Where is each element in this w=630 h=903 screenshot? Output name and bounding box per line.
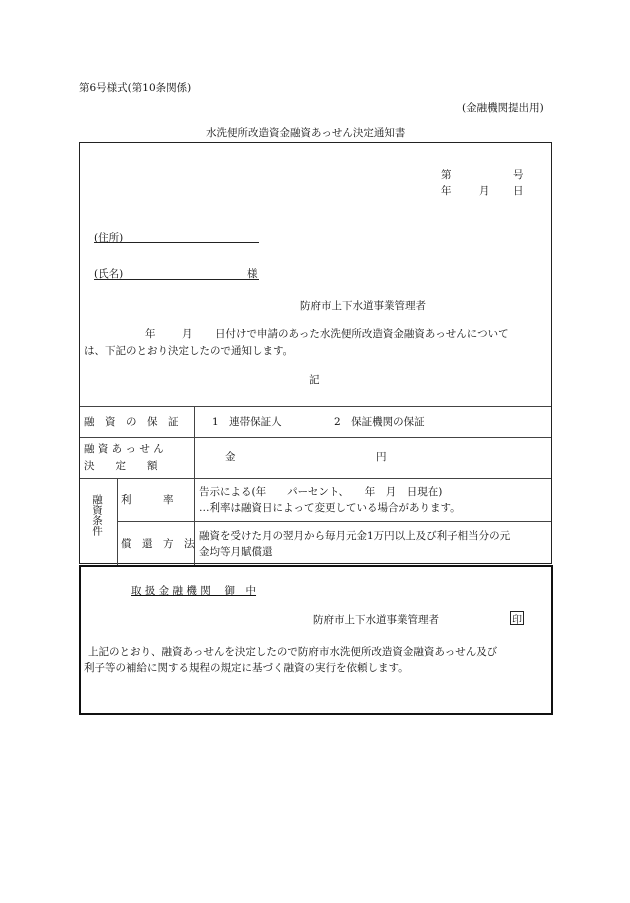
date-month: 月 (479, 185, 490, 197)
amount-unit: 円 (376, 451, 387, 463)
document-title: 水洗便所改造資金融資あっせん決定通知書 (206, 127, 406, 139)
amount-prefix: 金 (225, 451, 236, 463)
address-line (94, 242, 259, 243)
ki-label: 記 (309, 374, 320, 386)
date-year: 年 (441, 185, 452, 197)
rate-line2: …利率は融資日によって変更している場合があります。 (199, 502, 461, 514)
bottom-issuer: 防府市上下水道事業管理者 (313, 614, 439, 626)
seal-box (510, 611, 524, 625)
amount-label-line1: 融 資 あ っ せ ん (84, 443, 164, 455)
copy-note: (金融機関提出用) (462, 102, 544, 114)
name-line (94, 279, 259, 280)
address-label: (住所) (94, 232, 124, 244)
repay-line1: 融資を受けた月の翌月から毎月元金1万円以上及び利子相当分の元 (199, 530, 511, 542)
repay-line2: 金均等月賦償還 (199, 546, 273, 558)
guarantee-option-2: 2 保証機関の保証 (334, 416, 425, 428)
conditions-label: 融資条件 (91, 494, 103, 536)
divider (80, 437, 551, 438)
rate-line1: 告示による(年 パーセント、 年 月 日現在) (199, 486, 443, 498)
divider (80, 406, 551, 407)
repay-label: 償 還 方 法 (121, 538, 195, 550)
divider (80, 478, 551, 479)
guarantee-option-1: 1 連帯保証人 (212, 416, 282, 428)
rate-label: 利 率 (121, 494, 174, 506)
divider (117, 521, 551, 522)
guarantee-label: 融 資 の 保 証 (84, 416, 179, 428)
body-year: 年 (145, 328, 156, 340)
request-line2: 利子等の補給に関する規程の規定に基づく融資の実行を依頼します。 (84, 662, 409, 674)
seal-mark: 印 (512, 614, 522, 626)
body-text-line1: 日付けで申請のあった水洗便所改造資金融資あっせんについて (215, 328, 509, 340)
issuer-name: 防府市上下水道事業管理者 (300, 300, 426, 312)
form-number: 第6号様式(第10条関係) (79, 82, 192, 94)
bank-addressee: 取 扱 金 融 機 関 御 中 (131, 585, 257, 597)
divider (117, 478, 118, 565)
number-suffix: 号 (513, 169, 524, 181)
amount-label-line2: 決 定 額 (84, 460, 158, 472)
body-text-line2: は、下記のとおり決定したので通知します。 (84, 345, 294, 357)
request-line1: 上記のとおり、融資あっせんを決定したので防府市水洗便所改造資金融資あっせん及び (88, 646, 498, 658)
number-label: 第 (441, 169, 452, 181)
body-month: 月 (182, 328, 193, 340)
date-day: 日 (513, 185, 524, 197)
name-label: (氏名) (94, 268, 124, 280)
honorific: 様 (247, 268, 258, 280)
